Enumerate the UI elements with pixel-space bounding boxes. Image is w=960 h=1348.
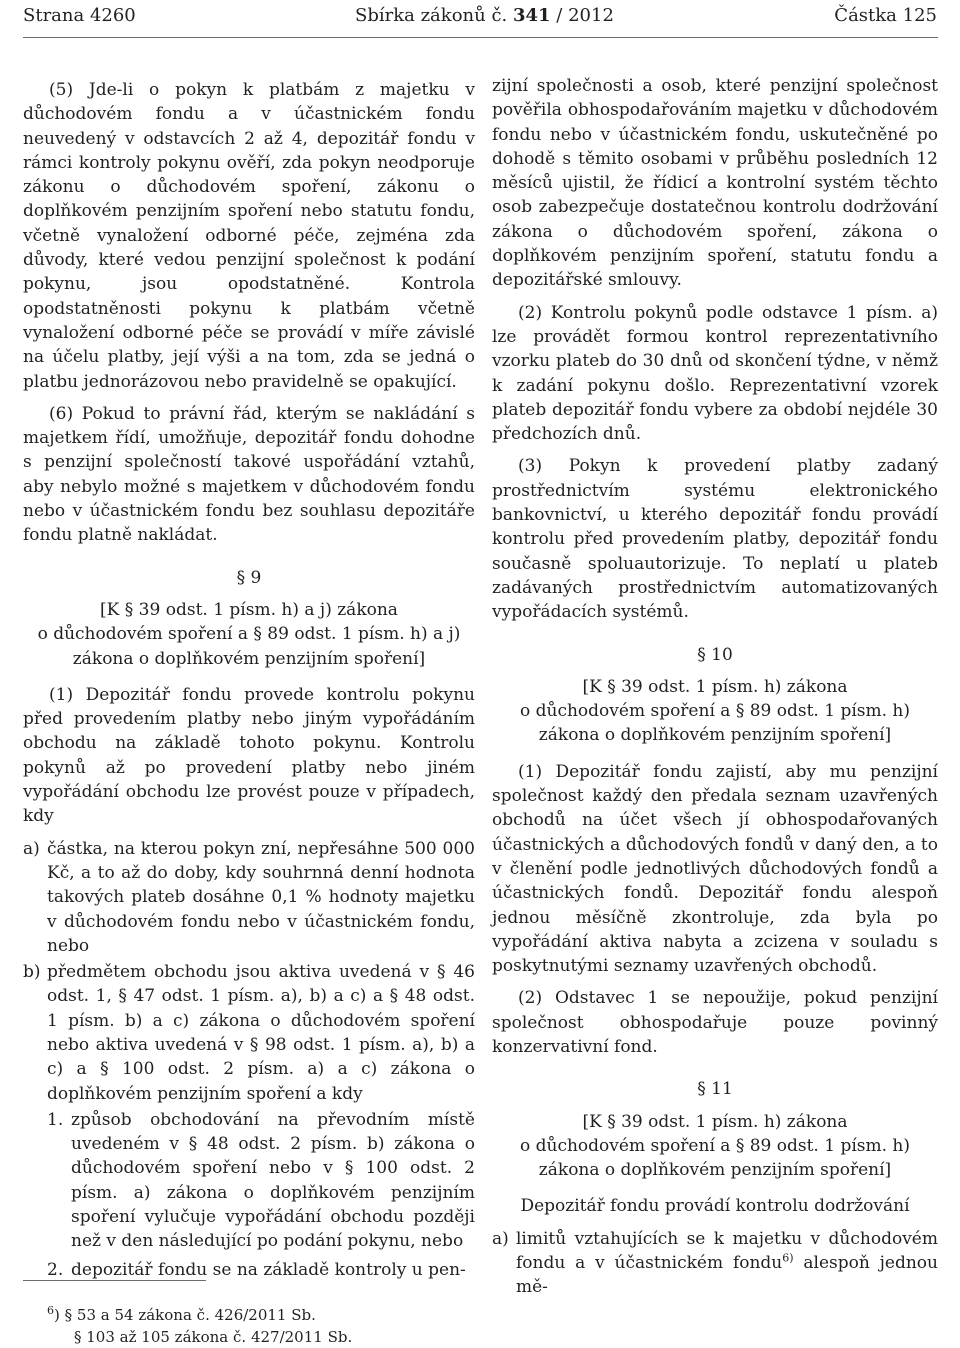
footnote-mark-suffix: ) [54, 1306, 60, 1324]
section-10-reference [492, 675, 938, 748]
section-9-ref-line-1: [K § 39 odst. 1 písm. h) a j) zákona [100, 599, 398, 620]
paragraph-2: (2) Kontrolu pokynů podle odstavce 1 písm. a) lze provádět formou kontrol reprezentativního vzorku plateb do 30 dnů od skončení týdne, v němž k zadání pokynu došlo. Reprezentativní vzorek plateb depozitář fondu vybere za období nejdéle 30 předchozích dnů. [492, 302, 938, 445]
part-number: Částka 125 [834, 5, 937, 26]
page-header [0, 0, 960, 32]
header-rule [23, 37, 938, 38]
list-item-b [23, 960, 475, 1106]
section-10-heading: § 10 [697, 644, 733, 665]
section-9-paragraph-1: (1) Depozitář fondu provede kontrolu pokynu před provedením platby nebo jiným vypořádáním obchodu na základě tohoto pokynu. Kontrolu pokynů až po provedení platby nebo jiném vypořádání obchodu lze provést pouze v případech, kdy [23, 684, 475, 827]
list-item-a [23, 837, 475, 958]
footnote-mark: 6 [47, 1304, 54, 1317]
collection-number: 341 [512, 5, 551, 26]
list-item-text [516, 1227, 938, 1300]
collection-year: / 2012 [556, 5, 614, 26]
section-11-intro: Depozitář fondu provádí kontrolu dodržování [520, 1196, 910, 1217]
section-10-ref-line-1: [K § 39 odst. 1 písm. h) zákona [582, 676, 848, 697]
continued-paragraph: zijní společnosti a osob, které penzijní společnost pověřila obhospodařováním majetku v důchodovém fondu nebo v účastnickém fondu, uskutečněné po dohodě s těmito osobami v průběhu posledních 12 měsíců ujistil, že řídicí a kontrolní systém těchto osob zabezpečuje dostatečnou kontrolu dodržování zákona o důchodovém spoření, zákona o doplňkovém penzijním spoření, statutu fondu a depozitářské smlouvy. [492, 76, 938, 291]
sub-item-1 [47, 1108, 475, 1254]
list-item-label: a) [492, 1228, 509, 1249]
list-item-label: a) [23, 838, 40, 859]
section-11-ref-line-1: [K § 39 odst. 1 písm. h) zákona [582, 1111, 848, 1132]
section-11-heading: § 11 [697, 1079, 733, 1100]
item-text-part-2: alespoň jednou mě- [516, 1253, 938, 1298]
footnote-6 [47, 1304, 427, 1348]
collection-prefix: Sbírka zákonů č. [355, 5, 508, 26]
section-9-reference [23, 598, 475, 671]
item-text-part-1: limitů vztahujících se k majetku v důchodovém fondu a v účastnickém fondu [516, 1228, 938, 1274]
footnote-line-2: § 103 až 105 zákona č. 427/2011 Sb. [74, 1328, 353, 1346]
collection-title [355, 0, 614, 32]
footnote-text-1: § 53 a 54 zákona č. 426/2011 Sb. [64, 1306, 316, 1324]
section-10-ref-line-3: zákona o doplňkovém penzijním spoření] [538, 725, 892, 746]
paragraph-5: (5) Jde-li o pokyn k platbám z majetku v důchodovém fondu a v účastnickém fondu neuvedený v odstavcích 2 až 4, depozitář fondu v rámci kontroly pokynu ověří, zda pokyn neodporuje zákonu o důchodovém spoření, zákonu o doplňkovém penzijním spoření nebo statutu fondu, včetně vynaložení odborné péče, zejména zda důvody, které vedou penzijní společnost k podání pokynu, jsou opodstatněné. Kontrola opodstatněnosti pokynu k platbám včetně vynaložení odborné péče se provádí v míře závislé na účelu platby, její výši a na tom, zda se jedná o platbu jednorázovou nebo pravidelně se opakující. [23, 80, 475, 392]
sub-item-2 [47, 1258, 475, 1282]
section-10-ref-line-2: o důchodovém spoření a § 89 odst. 1 písm. h) [519, 701, 911, 722]
section-11-ref-line-2: o důchodovém spoření a § 89 odst. 1 písm. h) [519, 1135, 911, 1156]
section-11-ref-line-3: zákona o doplňkovém penzijním spoření] [538, 1160, 892, 1181]
list-item-label: b) [23, 962, 41, 983]
sub-item-label: 1. [47, 1109, 64, 1130]
paragraph-6: (6) Pokud to právní řád, kterým se nakládání s majetkem řídí, umožňuje, depozitář fondu dohodne s penzijní společností takové uspořádání vztahů, aby nebylo možné s majetkem v důchodovém fondu nebo v účastnickém fondu bez souhlasu depozitáře fondu platně nakládat. [23, 403, 475, 546]
list-item-text: předmětem obchodu jsou aktiva uvedená v § 46 odst. 1, § 47 odst. 1 písm. a), b) a c) a § 48 odst. 1 písm. b) a c) zákona o důchodovém spoření nebo aktiva uvedená v § 98 odst. 1 písm. a), b) a c) a § 100 odst. 2 písm. a) a c) zákona o doplňkovém penzijním spoření a kdy [47, 962, 475, 1104]
sub-item-text: způsob obchodování na převodním místě uvedeném v § 48 odst. 2 písm. b) zákona o důchodovém spoření nebo v § 100 odst. 2 písm. a) zákona o doplňkovém penzijním spoření vylučuje vypořádání obchodu později než v den následující po podání pokynu, nebo [71, 1109, 475, 1252]
list-item-text: částka, na kterou pokyn zní, nepřesáhne 500 000 Kč, a to až do doby, kdy souhrnná denní hodnota takových plateb dosáhne 0,1 % hodnoty majetku v důchodovém fondu nebo v účastnickém fondu, nebo [47, 838, 475, 956]
section-11-reference [492, 1110, 938, 1183]
footnote-line-1 [47, 1304, 427, 1326]
section-9-ref-line-3: zákona o doplňkovém penzijním spoření] [72, 648, 426, 669]
sub-item-label: 2. [47, 1259, 64, 1280]
footnote-rule [23, 1280, 206, 1281]
section-9-heading: § 9 [236, 567, 262, 588]
sub-item-text: depozitář fondu se na základě kontroly u pen- [71, 1259, 466, 1280]
page-number: Strana 4260 [23, 5, 136, 26]
section-10-paragraph-1: (1) Depozitář fondu zajistí, aby mu penzijní společnost každý den předala seznam uzavřených obchodů na účet všech jí obhospodařovaných účastnických a důchodových fondů v daný den, a to v členění podle jednotlivých důchodových fondů a účastnických fondů. Depozitář fondu alespoň jednou měsíčně zkontroluje, zda byla po vypořádání aktiva nabyta a zcizena v souladu s poskytnutými seznamy uzavřených obchodů. [492, 761, 938, 977]
section-11-item-a [492, 1227, 938, 1300]
paragraph-3: (3) Pokyn k provedení platby zadaný prostřednictvím systému elektronického bankovnictví, u kterého depozitář fondu provádí kontrolu před provedením platby, depozitář fondu současně spoluautorizuje. To neplatí u plateb zadávaných prostřednictvím automatizovaných vypořádacích systémů. [492, 456, 938, 623]
right-column [492, 74, 938, 1302]
left-column [23, 78, 475, 1286]
section-10-paragraph-2: (2) Odstavec 1 se nepoužije, pokud penzijní společnost obhospodařuje pouze povinný konzervativní fond. [492, 988, 938, 1057]
section-9-ref-line-2: o důchodovém spoření a § 89 odst. 1 písm. h) a j) [37, 624, 461, 645]
footnote-reference[interactable]: 6) [782, 1251, 794, 1265]
